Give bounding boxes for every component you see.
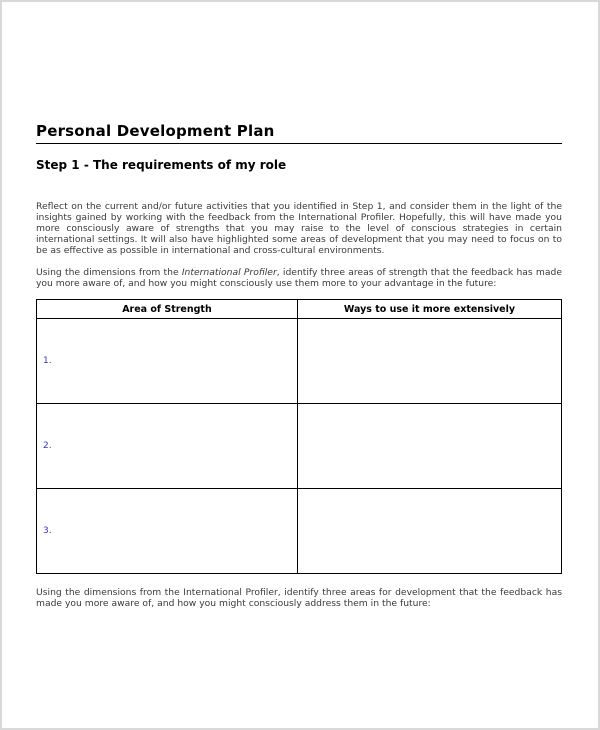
step-heading: Step 1 - The requirements of my role: [36, 158, 287, 172]
column-header-ways-to-use: Ways to use it more extensively: [297, 300, 561, 319]
column-header-area-of-strength: Area of Strength: [37, 300, 298, 319]
strengths-instruction-emphasis: International Profiler: [181, 267, 277, 278]
table-row: [37, 404, 562, 489]
row-2-area-of-strength-cell: 2.: [37, 404, 298, 489]
row-2-ways-to-use-cell: [297, 404, 561, 489]
strengths-table: [36, 299, 562, 574]
row-3-ways-to-use-cell: [297, 489, 561, 574]
row-1-area-of-strength-cell: 1.: [37, 319, 298, 404]
table-row: [37, 319, 562, 404]
row-1-ways-to-use-cell: [297, 319, 561, 404]
row-3-area-of-strength-cell: 3.: [37, 489, 298, 574]
table-row: [37, 489, 562, 574]
strengths-instruction-suffix: , identify three areas of strength that the feedback has made you more aware of, and how you might consciously use them more to your advantage in the future:: [36, 267, 562, 289]
intro-paragraph: Reflect on the current and/or future activities that you identified in Step 1, and consider them in the light of the insights gained by working with the feedback from the International Profiler. Hopefully, this will have made you more consciously aware of strengths that you may raise to the level of conscious strategies in certain international settings. It will also have highlighted some areas of development that you may need to focus on to be as effective as possible in international and cross-cultural environments.: [36, 201, 562, 256]
strengths-instruction-paragraph: [36, 267, 562, 289]
table-header-row: [37, 300, 562, 319]
development-instruction-paragraph: Using the dimensions from the International Profiler, identify three areas for development that the feedback has made you more aware of, and how you might consciously address them in the future:: [36, 587, 562, 609]
document-title: Personal Development Plan: [36, 122, 562, 144]
strengths-instruction-prefix: Using the dimensions from the: [36, 267, 182, 278]
page-content: [2, 2, 598, 609]
